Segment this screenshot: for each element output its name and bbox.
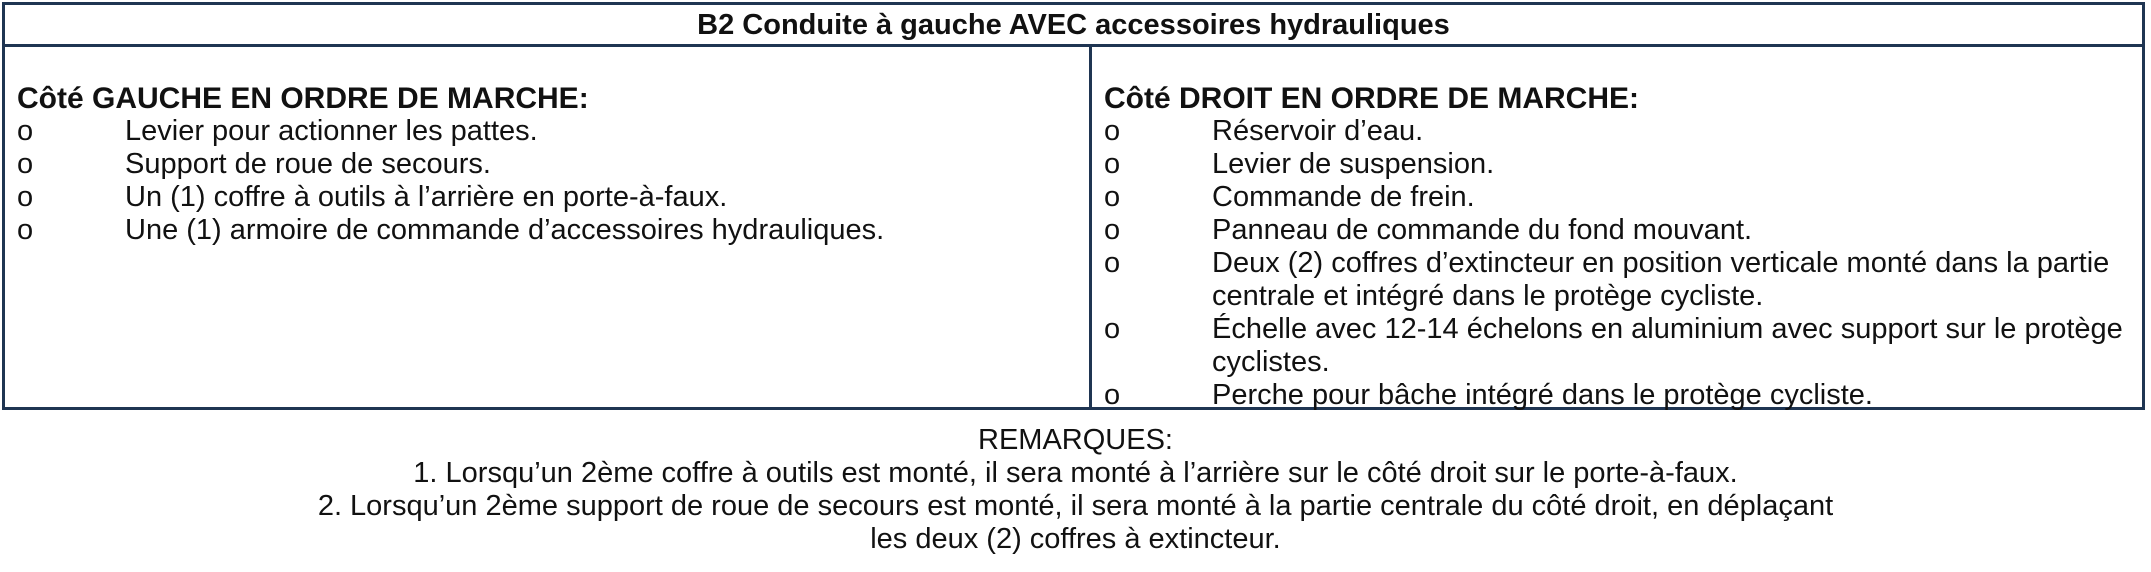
bullet-marker: o [1104,148,1121,180]
equipment-table [2,2,2145,410]
list-item [17,181,1079,214]
remarks-section [0,424,2151,556]
list-item [17,214,1079,247]
list-item [17,148,1079,181]
list-item-text: Panneau de commande du fond mouvant. [1212,214,1753,246]
remarks-heading: REMARQUES: [978,424,1173,456]
list-item [1104,181,2132,214]
list-item [1104,247,2132,313]
left-side-column [5,47,1092,408]
list-item [1104,148,2132,181]
bullet-marker: o [1104,181,1121,213]
left-side-list [17,115,1079,247]
table-title: B2 Conduite à gauche AVEC accessoires hydrauliques [5,5,2142,47]
list-item [1104,379,2132,412]
bullet-marker: o [1104,214,1121,246]
bullet-marker: o [17,148,34,180]
list-item-text: Levier de suspension. [1212,148,1495,180]
bullet-marker: o [1104,247,1121,279]
list-item-text: Deux (2) coffres d’extincteur en position verticale monté dans la partie centrale et intégré dans le protège cycliste. [1212,247,2110,312]
list-item [1104,115,2132,148]
list-item [1104,214,2132,247]
list-item-text: Perche pour bâche intégré dans le protège cycliste. [1212,379,1873,411]
remark-2: 2. Lorsqu’un 2ème support de roue de secours est monté, il sera monté à la partie centrale du côté droit, en déplaçant les deux (2) coffres à extincteur. [317,490,1834,555]
list-item [1104,313,2132,379]
right-side-column [1092,47,2142,411]
bullet-marker: o [17,214,34,246]
right-side-heading: Côté DROIT EN ORDRE DE MARCHE: [1104,82,1640,115]
list-item-text: Commande de frein. [1212,181,1475,213]
list-item-text: Réservoir d’eau. [1212,115,1424,147]
remark-1: 1. Lorsqu’un 2ème coffre à outils est monté, il sera monté à l’arrière sur le côté droit sur le porte-à-faux. [413,457,1738,489]
list-item-text: Levier pour actionner les pattes. [125,115,538,147]
bullet-marker: o [1104,313,1121,345]
bullet-marker: o [17,181,34,213]
list-item-text: Support de roue de secours. [125,148,491,180]
list-item [17,115,1079,148]
bullet-marker: o [1104,115,1121,147]
list-item-text: Une (1) armoire de commande d’accessoires hydrauliques. [125,214,885,246]
right-side-list [1104,115,2132,412]
list-item-text: Échelle avec 12-14 échelons en aluminium avec support sur le protège cyclistes. [1212,313,2123,378]
list-item-text: Un (1) coffre à outils à l’arrière en porte-à-faux. [125,181,728,213]
bullet-marker: o [17,115,34,147]
left-side-heading: Côté GAUCHE EN ORDRE DE MARCHE: [17,82,589,115]
bullet-marker: o [1104,379,1121,411]
